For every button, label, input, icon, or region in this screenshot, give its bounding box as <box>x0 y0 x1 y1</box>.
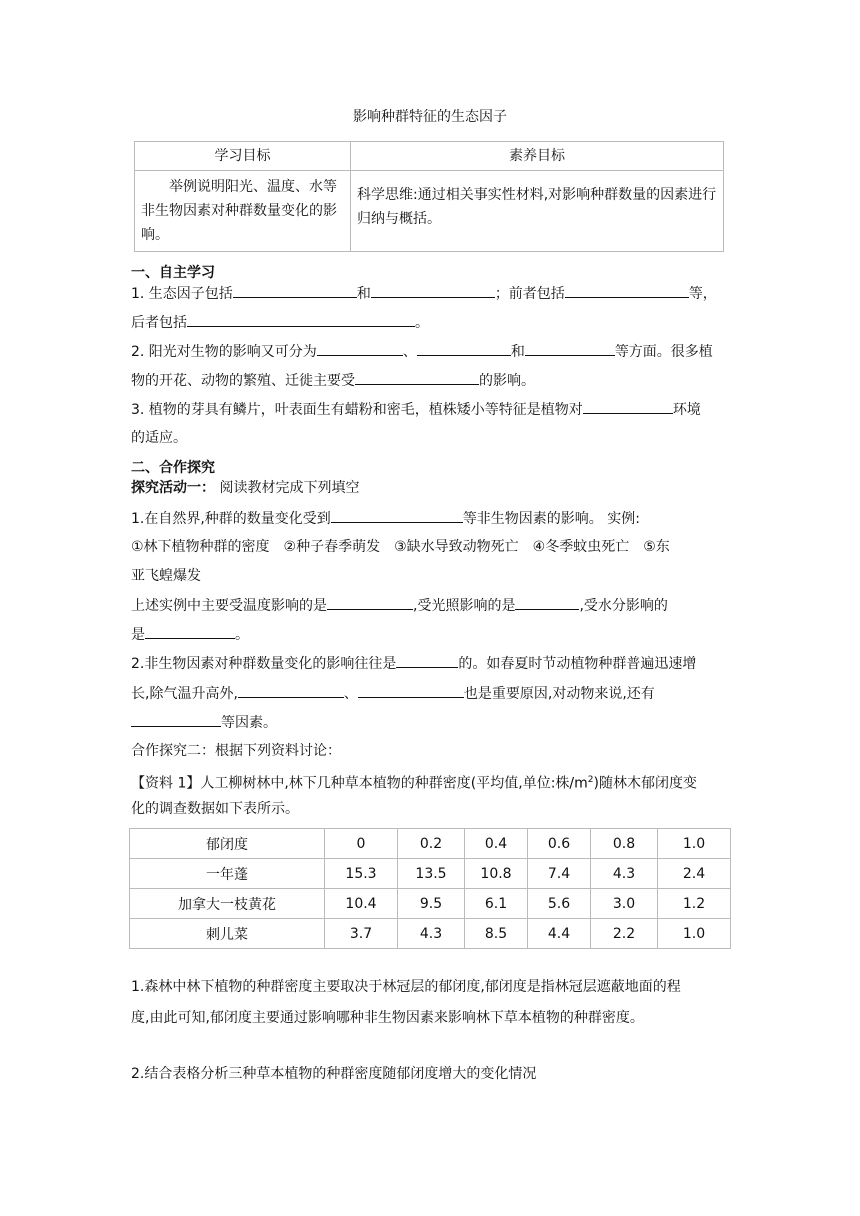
table-cell: 0.8 <box>591 829 658 859</box>
coop-explore-2-heading: 合作探究二：根据下列资料讨论： <box>131 743 341 759</box>
table-cell: 2.2 <box>591 919 658 949</box>
answer-blank[interactable] <box>187 312 415 327</box>
table-cell: 4.4 <box>528 919 591 949</box>
question-2-line1: 2. 阳光对生物的影响又可分为 、 和 等方面。很多植 <box>131 341 731 362</box>
table-cell: 13.5 <box>398 859 465 889</box>
table-cell: 郁闭度 <box>130 829 325 859</box>
goals-literacy-text: 科学思维:通过相关事实性材料,对影响种群数量的因素进行归纳与概括。 <box>351 171 724 252</box>
question-3-line2: 的适应。 <box>131 430 187 446</box>
answer-blank[interactable] <box>358 683 464 698</box>
material-1-line1: 【资料 1】人工柳树林中,林下几种草本植物的种群密度(平均值,单位:株$/m^2$)随林木郁闭度变 <box>131 775 697 792</box>
table-cell: 15.3 <box>325 859 398 889</box>
explore-1-examples: ①林下植物种群的密度 ②种子春季萌发 ③缺水导致动物死亡 ④冬季蚊虫死亡 ⑤东 <box>131 539 670 555</box>
table-cell: 3.7 <box>325 919 398 949</box>
table-cell: 一年蓬 <box>130 859 325 889</box>
answer-blank[interactable] <box>565 283 689 298</box>
table-cell: 8.5 <box>465 919 528 949</box>
table-cell: 0.4 <box>465 829 528 859</box>
table-cell: 0.2 <box>398 829 465 859</box>
material-1-line2: 化的调查数据如下表所示。 <box>131 801 299 817</box>
section2-heading: 二、合作探究 <box>131 460 215 476</box>
explore-2-line1: 2.非生物因素对种群数量变化的影响往往是 的。如春夏时节动植物种群普遍迅速增 <box>131 653 731 674</box>
table-cell: 6.1 <box>465 889 528 919</box>
table-cell: 4.3 <box>398 919 465 949</box>
explore-1-examples-cont: 亚飞蝗爆发 <box>131 568 201 584</box>
table-row <box>130 889 731 919</box>
answer-blank[interactable] <box>525 341 615 356</box>
explore-1-line5: 是 。 <box>131 624 731 645</box>
table-cell: 1.2 <box>658 889 731 919</box>
answer-blank[interactable] <box>331 508 463 523</box>
goals-header-learning: 学习目标 <box>135 142 351 171</box>
discussion-q1-line2: 度,由此可知,郁闭度主要通过影响哪种非生物因素来影响林下草本植物的种群密度。 <box>131 1010 644 1026</box>
answer-blank[interactable] <box>417 341 511 356</box>
explore-2-line3: 等因素。 <box>131 712 731 733</box>
answer-blank[interactable] <box>131 712 221 727</box>
explore-1-line1: 1.在自然界,种群的数量变化受到 等非生物因素的影响。 实例: <box>131 508 731 529</box>
table-cell: 10.8 <box>465 859 528 889</box>
table-row <box>130 859 731 889</box>
answer-blank[interactable] <box>515 595 579 610</box>
table-cell: 0.6 <box>528 829 591 859</box>
answer-blank[interactable] <box>371 283 495 298</box>
table-cell: 刺儿菜 <box>130 919 325 949</box>
goals-header-literacy: 素养目标 <box>351 142 724 171</box>
table-cell: 4.3 <box>591 859 658 889</box>
answer-blank[interactable] <box>233 283 357 298</box>
question-1-line2: 后者包括 。 <box>131 312 731 333</box>
goals-learning-text: 举例说明阳光、温度、水等非生物因素对种群数量变化的影响。 <box>135 171 351 252</box>
explore-2-line2: 长,除气温升高外, 、 也是重要原因,对动物来说,还有 <box>131 683 731 704</box>
answer-blank[interactable] <box>396 653 458 668</box>
table-header-row <box>130 829 731 859</box>
table-cell: 1.0 <box>658 919 731 949</box>
question-1-line1: 1. 生态因子包括 和 ；前者包括 等， <box>131 283 731 304</box>
table-cell: 10.4 <box>325 889 398 919</box>
table-cell: 0 <box>325 829 398 859</box>
table-cell: 5.6 <box>528 889 591 919</box>
explore-1-line4: 上述实例中主要受温度影响的是 ,受光照影响的是 ,受水分影响的 <box>131 595 731 616</box>
answer-blank[interactable] <box>238 683 344 698</box>
page-title: 影响种群特征的生态因子 <box>353 109 507 125</box>
activity-1-heading: 探究活动一： 阅读教材完成下列填空 <box>131 480 360 496</box>
density-table <box>129 828 731 949</box>
table-cell: 9.5 <box>398 889 465 919</box>
table-row <box>130 919 731 949</box>
goals-table <box>134 141 724 252</box>
discussion-q2: 2.结合表格分析三种草本植物的种群密度随郁闭度增大的变化情况 <box>131 1066 537 1082</box>
section1-heading: 一、自主学习 <box>131 265 215 281</box>
question-3-line1: 3. 植物的芽具有鳞片，叶表面生有蜡粉和密毛，植株矮小等特征是植物对 环境 <box>131 399 731 420</box>
answer-blank[interactable] <box>317 341 403 356</box>
answer-blank[interactable] <box>145 624 235 639</box>
discussion-q1-line1: 1.森林中林下植物的种群密度主要取决于林冠层的郁闭度,郁闭度是指林冠层遮蔽地面的程 <box>131 979 681 995</box>
table-cell: 7.4 <box>528 859 591 889</box>
table-cell: 加拿大一枝黄花 <box>130 889 325 919</box>
table-cell: 3.0 <box>591 889 658 919</box>
table-cell: 1.0 <box>658 829 731 859</box>
answer-blank[interactable] <box>583 399 673 414</box>
answer-blank[interactable] <box>327 595 413 610</box>
table-cell: 2.4 <box>658 859 731 889</box>
question-2-line2: 物的开花、动物的繁殖、迁徙主要受 的影响。 <box>131 370 731 391</box>
answer-blank[interactable] <box>355 370 479 385</box>
